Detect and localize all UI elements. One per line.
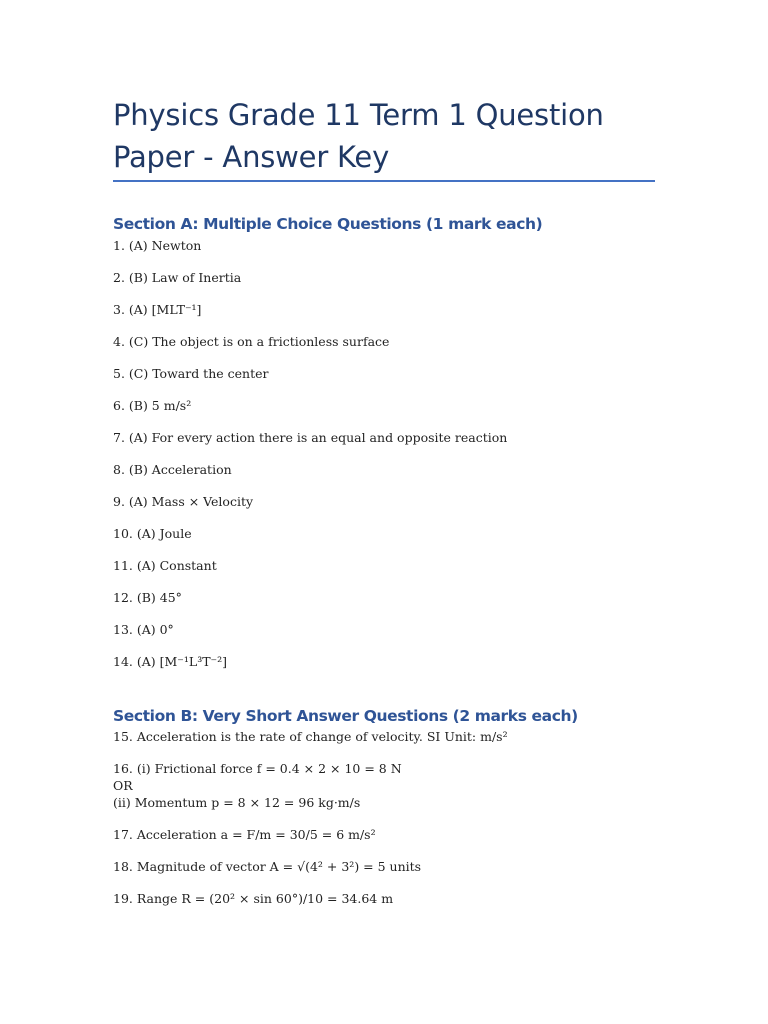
answer-line: (ii) Momentum p = 8 × 12 = 96 kg·m/s: [113, 795, 361, 810]
answer-item: 17. Acceleration a = F/m = 30/5 = 6 m/s²: [113, 827, 376, 842]
answer-item: 5. (C) Toward the center: [113, 366, 269, 381]
answer-item: 7. (A) For every action there is an equal and opposite reaction: [113, 430, 508, 445]
section-a-answer-list: [113, 237, 658, 685]
answer-item: 14. (A) [M⁻¹L³T⁻²]: [113, 654, 228, 669]
section-b: [113, 706, 658, 922]
answer-line: OR: [113, 778, 133, 793]
section-b-answer-list: [113, 728, 658, 907]
answer-item: 9. (A) Mass × Velocity: [113, 494, 254, 509]
section-b-heading: Section B: Very Short Answer Questions (2 marks each): [113, 707, 578, 725]
answer-item-multiline: [113, 760, 658, 811]
section-a: [113, 214, 658, 685]
answer-item: 12. (B) 45°: [113, 590, 182, 605]
answer-item: 13. (A) 0°: [113, 622, 174, 637]
answer-item: 19. Range R = (20² × sin 60°)/10 = 34.64 m: [113, 891, 394, 906]
answer-item: 6. (B) 5 m/s²: [113, 398, 192, 413]
section-a-heading: Section A: Multiple Choice Questions (1 mark each): [113, 215, 543, 233]
answer-item: 8. (B) Acceleration: [113, 462, 232, 477]
answer-item: 11. (A) Constant: [113, 558, 217, 573]
answer-item: 15. Acceleration is the rate of change of velocity. SI Unit: m/s²: [113, 729, 508, 744]
answer-item: 3. (A) [MLT⁻¹]: [113, 302, 202, 317]
title-underline: [113, 180, 655, 182]
answer-item: 2. (B) Law of Inertia: [113, 270, 242, 285]
answer-item: 18. Magnitude of vector A = √(4² + 3²) = 5 units: [113, 859, 422, 874]
answer-item: 4. (C) The object is on a frictionless surface: [113, 334, 390, 349]
answer-item: 10. (A) Joule: [113, 526, 192, 541]
answer-item: 1. (A) Newton: [113, 238, 202, 253]
answer-line: 16. (i) Frictional force f = 0.4 × 2 × 10 = 8 N: [113, 761, 402, 776]
page-title: Physics Grade 11 Term 1 Question Paper - Answer Key: [113, 98, 604, 174]
